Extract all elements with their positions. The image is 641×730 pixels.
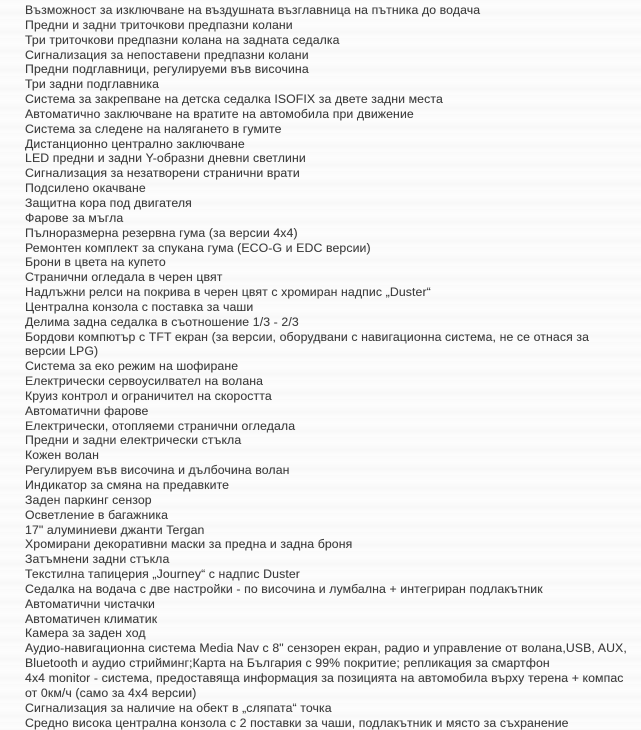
- feature-item: 17" алуминиеви джанти Tergan: [25, 523, 633, 538]
- feature-item: Брони в цвета на купето: [25, 255, 633, 270]
- feature-item: Осветление в багажника: [25, 508, 633, 523]
- feature-item: Делима задна седалка в съотношение 1/3 - 2/3: [25, 315, 633, 330]
- feature-item: Заден паркинг сензор: [25, 493, 633, 508]
- feature-item: Кожен волан: [25, 448, 633, 463]
- feature-item: Подсилено окачване: [25, 181, 633, 196]
- feature-item: Фарове за мъгла: [25, 211, 633, 226]
- feature-item: LED предни и задни Y-образни дневни светлини: [25, 151, 633, 166]
- feature-item: Автоматични чистачки: [25, 597, 633, 612]
- feature-item: Текстилна тапицерия „Journey“ с надпис Duster: [25, 567, 633, 582]
- feature-item: Камера за заден ход: [25, 626, 633, 641]
- feature-item: Пълноразмерна резервна гума (за версии 4x4): [25, 226, 633, 241]
- feature-item: Средно висока централна конзола с 2 поставки за чаши, подлакътник и място за съхранение: [25, 716, 633, 730]
- feature-item: Бордови компютър с TFT екран (за версии, оборудвани с навигационна система, не се отнася за версии LPG): [25, 330, 633, 360]
- feature-item: Система за закрепване на детска седалка ISOFIX за двете задни места: [25, 92, 633, 107]
- feature-item: Сигнализация за наличие на обект в „сляпата“ точка: [25, 701, 633, 716]
- feature-list: [25, 3, 633, 730]
- feature-item: Странични огледала в черен цвят: [25, 270, 633, 285]
- feature-item: Надлъжни релси на покрива в черен цвят с хромиран надпис „Duster“: [25, 285, 633, 300]
- feature-item: Защитна кора под двигателя: [25, 196, 633, 211]
- feature-item: Сигнализация за непоставени предпазни колани: [25, 48, 633, 63]
- feature-item: Ремонтен комплект за спукана гума (ECO-G и EDC версии): [25, 241, 633, 256]
- feature-item: Възможност за изключване на въздушната възглавница на пътника до водача: [25, 3, 633, 18]
- feature-item: Предни и задни електрически стъкла: [25, 433, 633, 448]
- feature-item: Дистанционно централно заключване: [25, 137, 633, 152]
- feature-item: Автоматични фарове: [25, 404, 633, 419]
- feature-item: Сигнализация за незатворени странични врати: [25, 166, 633, 181]
- feature-item: 4x4 monitor - система, предоставяща информация за позицията на автомобила върху терена + компас от 0км/ч (само за 4x4 версии): [25, 671, 633, 701]
- feature-item: Автоматичен климатик: [25, 612, 633, 627]
- feature-item: Аудио-навигационна система Media Nav с 8" сензорен екран, радио и управление от волана,USB, AUX, Bluetooth и аудио стрийминг;Карта на България с 99% покритие; репликация за смартфон: [25, 641, 633, 671]
- feature-item: Затъмнени задни стъкла: [25, 552, 633, 567]
- feature-item: Хромирани декоративни маски за предна и задна броня: [25, 537, 633, 552]
- feature-item: Регулируем във височина и дълбочина волан: [25, 463, 633, 478]
- feature-item: Автоматично заключване на вратите на автомобила при движение: [25, 107, 633, 122]
- feature-item: Круиз контрол и ограничител на скоростта: [25, 389, 633, 404]
- feature-item: Три триточкови предпазни колана на задната седалка: [25, 33, 633, 48]
- feature-item: Три задни подглавника: [25, 77, 633, 92]
- feature-item: Система за следене на налягането в гумите: [25, 122, 633, 137]
- feature-item: Предни подглавници, регулируеми във височина: [25, 62, 633, 77]
- feature-item: Система за еко режим на шофиране: [25, 359, 633, 374]
- feature-item: Централна конзола с поставка за чаши: [25, 300, 633, 315]
- feature-item: Електрически сервоусилвател на волана: [25, 374, 633, 389]
- feature-item: Електрически, отопляеми странични огледала: [25, 419, 633, 434]
- feature-item: Предни и задни триточкови предпазни колани: [25, 18, 633, 33]
- feature-item: Седалка на водача с две настройки - по височина и лумбална + интегриран подлакътник: [25, 582, 633, 597]
- feature-item: Индикатор за смяна на предавките: [25, 478, 633, 493]
